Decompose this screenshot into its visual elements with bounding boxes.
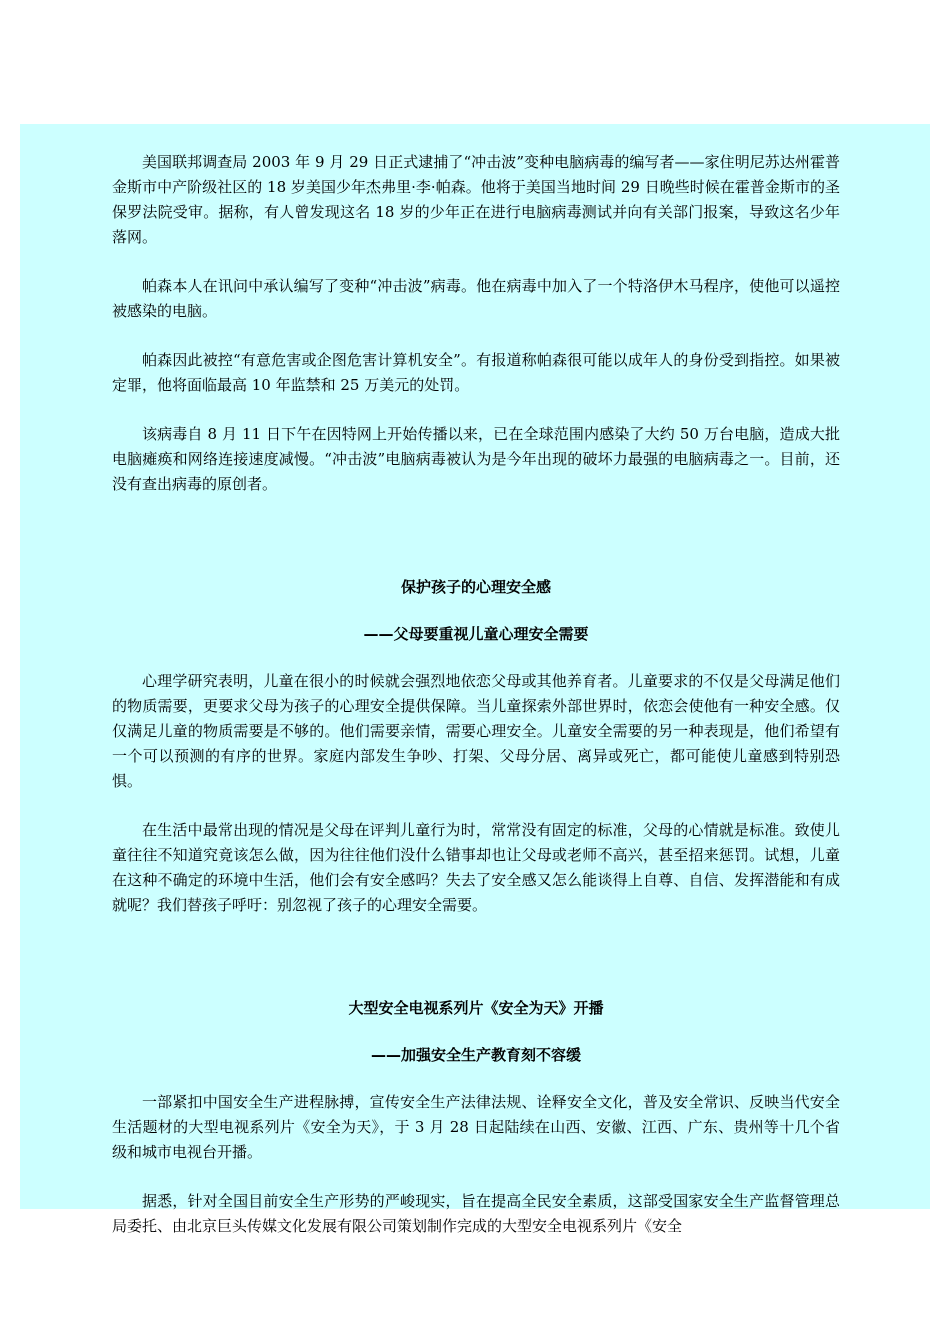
article-3-paragraph-1: 一部紧扣中国安全生产进程脉搏，宣传安全生产法律法规、诠释安全文化，普及安全常识、反映当代安全生活题材的大型电视系列片《安全为天》，于 3 月 28 日起陆续在山西、安徽、江西、广东、贵州等十几个省级和城市电视台开播。 — [112, 1093, 840, 1161]
article-3-title: 大型安全电视系列片《安全为天》开播 — [348, 999, 604, 1017]
article-2-title: 保护孩子的心理安全感 — [400, 578, 551, 596]
content-panel — [20, 124, 930, 1235]
article-1-paragraph-1: 美国联邦调查局 2003 年 9 月 29 日正式逮捕了“冲击波”变种电脑病毒的编写者——家住明尼苏达州霍普金斯市中产阶级社区的 18 岁美国少年杰弗里·李·帕森。他将于美国当地时间 29 日晚些时候在霍普金斯市的圣保罗法院受审。据称，有人曾发现这名 18 岁的少年正在进行电脑病毒测试并向有关部门报案，导致这名少年落网。 — [112, 153, 840, 246]
article-3-paragraph-2: 据悉，针对全国目前安全生产形势的严峻现实，旨在提高全民安全素质，这部受国家安全生产监督管理总局委托、由北京巨头传媒文化发展有限公司策划制作完成的大型安全电视系列片《安全 — [112, 1192, 840, 1235]
article-2-paragraph-1: 心理学研究表明，儿童在很小的时候就会强烈地依恋父母或其他养育者。儿童要求的不仅是父母满足他们的物质需要，更要求父母为孩子的心理安全提供保障。当儿童探索外部世界时，依恋会使他有一种安全感。仅仅满足儿童的物质需要是不够的。他们需要亲情，需要心理安全。儿童安全需要的另一种表现是，他们希望有一个可以预测的有序的世界。家庭内部发生争吵、打架、父母分居、离异或死亡，都可能使儿童感到特别恐惧。 — [112, 672, 840, 790]
article-1-paragraph-2: 帕森本人在讯问中承认编写了变种“冲击波”病毒。他在病毒中加入了一个特洛伊木马程序，使他可以遥控被感染的电脑。 — [112, 277, 840, 320]
article-3-subtitle: ——加强安全生产教育刻不容缓 — [370, 1046, 581, 1064]
section-spacer — [112, 521, 840, 575]
article-1-paragraph-3: 帕森因此被控“有意危害或企图危害计算机安全”。有报道称帕森很可能以成年人的身份受到指控。如果被定罪，他将面临最高 10 年监禁和 25 万美元的处罚。 — [112, 351, 840, 394]
document-body — [112, 150, 840, 1263]
article-2-paragraph-2: 在生活中最常出现的情况是父母在评判儿童行为时，常常没有固定的标准，父母的心情就是标准。致使儿童往往不知道究竟该怎么做，因为往往他们没什么错事却也让父母或老师不高兴，甚至招来惩罚。试想，儿童在这种不确定的环境中生活，他们会有安全感吗？失去了安全感又怎么能谈得上自尊、自信、发挥潜能和有成就呢？我们替孩子呼吁：别忽视了孩子的心理安全需要。 — [112, 821, 840, 914]
article-2-subtitle: ——父母要重视儿童心理安全需要 — [363, 625, 589, 643]
article-1-paragraph-4: 该病毒自 8 月 11 日下午在因特网上开始传播以来，已在全球范围内感染了大约 50 万台电脑，造成大批电脑瘫痪和网络连接速度减慢。“冲击波”电脑病毒被认为是今年出现的破坏力最强的电脑病毒之一。目前，还没有查出病毒的原创者。 — [112, 425, 840, 493]
section-spacer — [112, 942, 840, 996]
